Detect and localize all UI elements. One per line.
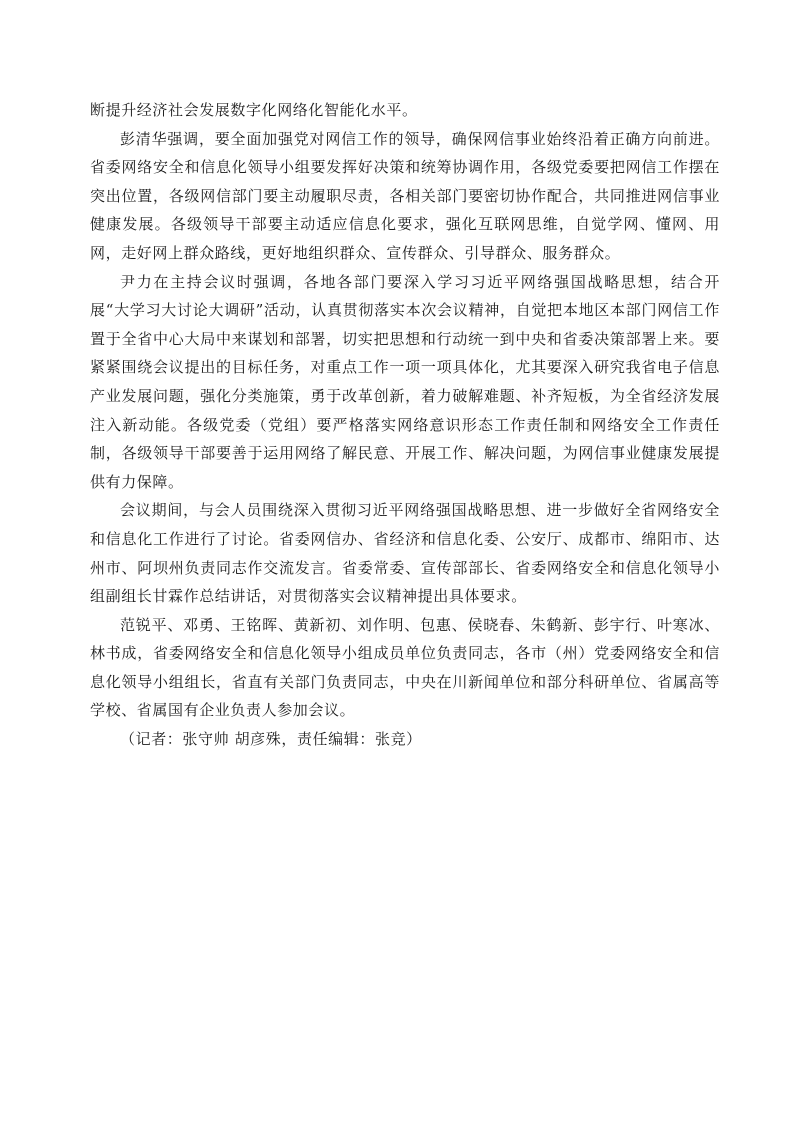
paragraph-meeting-discussion: 会议期间，与会人员围绕深入贯彻习近平网络强国战略思想、进一步做好全省网络安全和信息化工作进行了讨论。省委网信办、省经济和信息化委、公安厅、成都市、绵阳市、达州市、阿坝州负责同志作交流发言。省委常委、宣传部部长、省委网络安全和信息化领导小组副组长甘霖作总结讲话，对贯彻落实会议精神提出具体要求。 [90,501,720,606]
paragraph-continuation: 断提升经济社会发展数字化网络化智能化水平。 [90,101,418,119]
paragraph-peng-qinghua: 彭清华强调，要全面加强党对网信工作的领导，确保网信事业始终沿着正确方向前进。省委网络安全和信息化领导小组要发挥好决策和统筹协调作用，各级党委要把网信工作摆在突出位置，各级网信部门要主动履职尽责，各相关部门要密切协作配合，共同推进网信事业健康发展。各级领导干部要主动适应信息化要求，强化互联网思维，自觉学网、懂网、用网，走好网上群众路线，更好地组织群众、宣传群众、引导群众、服务群众。 [90,129,720,262]
paragraph-yin-li: 尹力在主持会议时强调，各地各部门要深入学习习近平网络强国战略思想，结合开展“大学习大讨论大调研”活动，认真贯彻落实本次会议精神，自觉把本地区本部门网信工作置于全省中心大局中来谋划和部署，切实把思想和行动统一到中央和省委决策部署上来。要紧紧围绕会议提出的目标任务，对重点工作一项一项具体化，尤其要深入研究我省电子信息产业发展问题，强化分类施策，勇于改革创新，着力破解难题、补齐短板，为全省经济发展注入新动能。各级党委（党组）要严格落实网络意识形态工作责任制和网络安全工作责任制，各级领导干部要善于运用网络了解民意、开展工作、解决问题，为网信事业健康发展提供有力保障。 [90,272,720,491]
article-body [90,96,720,754]
article-credit: （记者：张守帅 胡彦殊，责任编辑：张竞） [120,730,422,749]
paragraph-attendees: 范锐平、邓勇、王铭晖、黄新初、刘作明、包惠、侯晓春、朱鹤新、彭宇行、叶寒冰、林书成，省委网络安全和信息化领导小组成员单位负责同志，各市（州）党委网络安全和信息化领导小组组长，省直有关部门负责同志，中央在川新闻单位和部分科研单位、省属高等学校、省属国有企业负责人参加会议。 [90,615,720,720]
